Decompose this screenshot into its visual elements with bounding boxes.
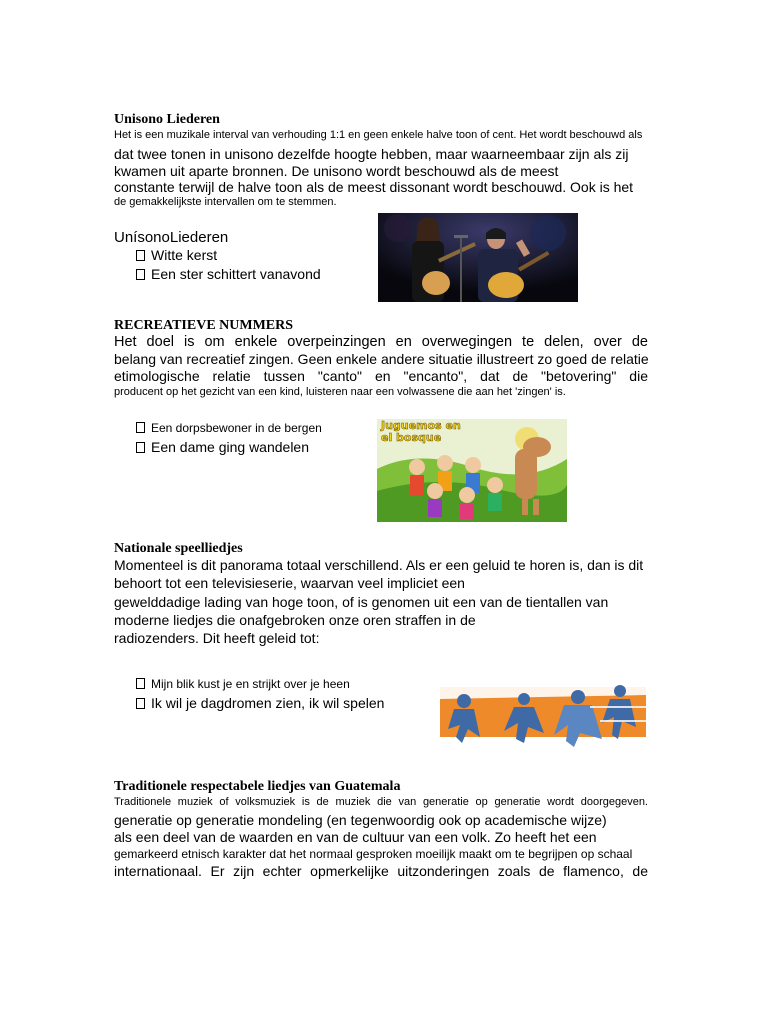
list-item: Ik wil je dagdromen zien, ik wil spelen <box>136 695 384 711</box>
paragraph-line: internationaal. Er zijn echter opmerkelijke uitzonderingen zoals de flamenco, de <box>114 863 648 879</box>
bullet-box-icon <box>136 250 145 261</box>
paragraph-line: gemarkeerd etnisch karakter dat het normaal gesproken moeilijk maakt om te begrijpen op schaal <box>114 847 633 861</box>
paragraph-line: de gemakkelijkste intervallen om te stemmen. <box>114 196 337 208</box>
paragraph-line: generatie op generatie mondeling (en tegenwoordig ook op academische wijze) <box>114 812 607 828</box>
paragraph-line: Het is een muzikale interval van verhouding 1:1 en geen enkele halve toon of cent. Het wordt beschouwd als <box>114 129 643 141</box>
image-caption-line: Juguemos en <box>381 419 461 432</box>
list-item: Een dame ging wandelen <box>136 439 309 455</box>
list-item: Mijn blik kust je en strijkt over je heen <box>136 677 350 691</box>
section-heading-unisono: Unisono Liederen <box>114 112 220 127</box>
image-caption-line: el bosque <box>381 431 442 444</box>
paragraph-line: kwamen uit aparte bronnen. De unisono wordt beschouwd als de meest <box>114 163 559 179</box>
list-item: Witte kerst <box>136 247 217 263</box>
bullet-box-icon <box>136 422 145 433</box>
section-heading-traditionele: Traditionele respectabele liedjes van Guatemala <box>114 779 401 794</box>
list-item: Een ster schittert vanavond <box>136 266 321 282</box>
bullet-box-icon <box>136 269 145 280</box>
paragraph-line: Het doel is om enkele overpeinzingen en overwegingen te delen, over de <box>114 334 648 350</box>
paragraph-line: behoort tot een televisieserie, waarvan veel impliciet een <box>114 575 465 591</box>
bullet-box-icon <box>136 698 145 709</box>
section-heading-nationale: Nationale speelliedjes <box>114 541 243 556</box>
paragraph-line: radiozenders. Dit heeft geleid tot: <box>114 630 320 646</box>
paragraph-line: Momenteel is dit panorama totaal verschillend. Als er een geluid te horen is, dan is dit <box>114 557 644 573</box>
paragraph-line: constante terwijl de halve toon als de meest dissonant wordt beschouwd. Ook is het <box>114 179 634 195</box>
paragraph-line: als een deel van de waarden en van de cultuur van een volk. Zo heeft het een <box>114 829 597 845</box>
paragraph-line: Traditionele muziek of volksmuziek is de muziek die van generatie op generatie wordt doorgegeven. <box>114 796 648 808</box>
paragraph-line: moderne liedjes die onafgebroken onze oren straffen in de <box>114 612 476 628</box>
dancers-illustration <box>440 677 646 749</box>
concert-photo <box>378 213 578 302</box>
paragraph-line: producent op het gezicht van een kind, luisteren naar een volwassene die aan het 'zingen' is. <box>114 386 566 398</box>
paragraph-line: belang van recreatief zingen. Geen enkele andere situatie illustreert zo goed de relatie <box>114 351 649 367</box>
bullet-box-icon <box>136 678 145 689</box>
list-subtitle: UnísonoLiederen <box>114 229 229 246</box>
section-heading-recreatieve: RECREATIEVE NUMMERS <box>114 318 294 333</box>
bullet-box-icon <box>136 442 145 453</box>
paragraph-line: dat twee tonen in unisono dezelfde hoogte hebben, maar waarneembaar zijn als zij <box>114 146 629 162</box>
paragraph-line: etimologische relatie tussen "canto" en "encanto", dat de "betovering" die <box>114 368 648 384</box>
cartoon-illustration <box>377 419 567 522</box>
list-item: Een dorpsbewoner in de bergen <box>136 421 322 435</box>
paragraph-line: gewelddadige lading van hoge toon, of is genomen uit een van de tientallen van <box>114 594 609 610</box>
